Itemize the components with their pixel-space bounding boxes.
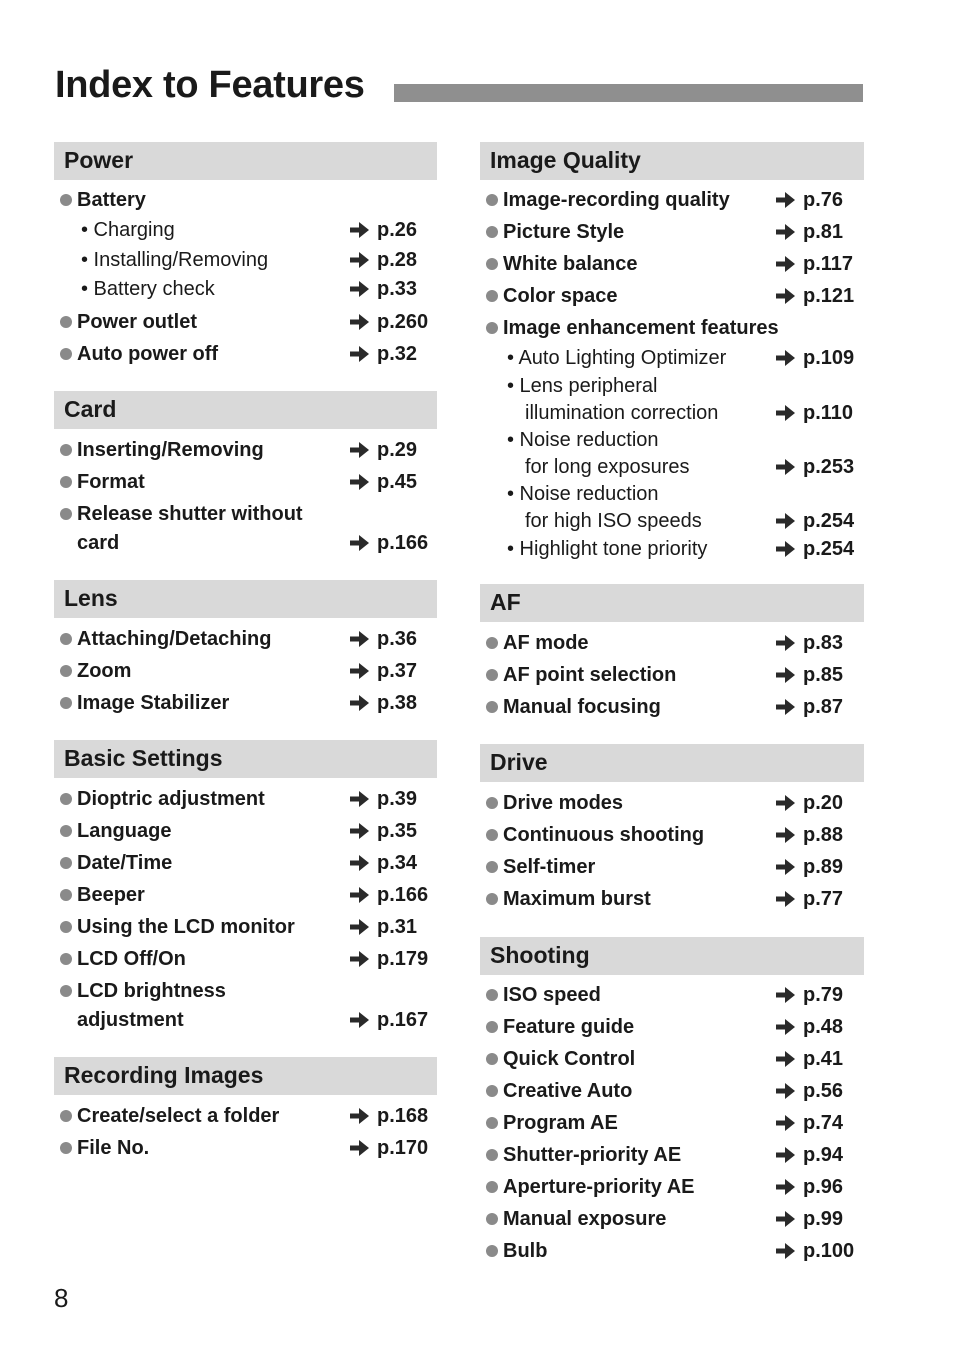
entry-page-ref[interactable]: p.31 [377, 916, 418, 938]
bullet-dot-icon [60, 194, 72, 206]
bullet-dot-icon [486, 1245, 498, 1257]
bullet-dot-icon [486, 861, 498, 873]
bullet-dot-icon [60, 665, 72, 677]
index-entry[interactable] [480, 344, 864, 372]
index-entry[interactable] [54, 1102, 437, 1130]
entry-label: • Auto Lighting Optimizer [507, 347, 727, 369]
entry-page-ref[interactable]: p.167 [377, 1009, 429, 1031]
bullet-dot-icon [60, 316, 72, 328]
bullet-dot-icon [486, 797, 498, 809]
bullet-dot-icon [486, 637, 498, 649]
entry-label: Feature guide [503, 1016, 635, 1038]
index-entry[interactable] [54, 817, 437, 845]
entry-label: Beeper [77, 884, 145, 906]
entry-label: Attaching/Detaching [77, 628, 272, 650]
bullet-dot-icon [60, 697, 72, 709]
right-arrow-icon [774, 218, 797, 246]
index-entry[interactable] [54, 246, 437, 274]
entry-label: for high ISO speeds [525, 510, 702, 532]
entry-page-ref[interactable]: p.74 [803, 1112, 844, 1134]
index-entry[interactable] [480, 453, 864, 481]
entry-page-ref[interactable]: p.168 [377, 1105, 429, 1127]
index-entry[interactable] [480, 789, 864, 817]
right-arrow-icon [348, 785, 371, 813]
bullet-dot-icon [486, 1021, 498, 1033]
entry-page-ref[interactable]: p.56 [803, 1080, 844, 1102]
right-arrow-icon [774, 1045, 797, 1073]
entry-label: Color space [503, 285, 618, 307]
entry-page-ref[interactable]: p.96 [803, 1176, 844, 1198]
entry-label: • Highlight tone priority [507, 538, 708, 560]
index-entry[interactable] [480, 218, 864, 246]
index-entry[interactable] [54, 625, 437, 653]
entry-page-ref[interactable]: p.29 [377, 439, 418, 461]
index-entry[interactable] [480, 661, 864, 689]
index-entry[interactable] [54, 340, 437, 368]
index-entry[interactable] [54, 689, 437, 717]
title-rule [394, 84, 863, 102]
index-entry[interactable] [480, 629, 864, 657]
entry-label: Picture Style [503, 221, 625, 243]
entry-label: Maximum burst [503, 888, 651, 910]
entry-label: card [77, 532, 120, 554]
entry-page-ref[interactable]: p.117 [803, 253, 854, 275]
bullet-dot-icon [486, 1053, 498, 1065]
section-header: Drive [480, 744, 864, 782]
entry-page-ref[interactable]: p.121 [803, 285, 855, 307]
entry-page-ref[interactable]: p.45 [377, 471, 418, 493]
entry-label: Self-timer [503, 856, 596, 878]
section-recording-images [54, 1057, 437, 1159]
index-entry[interactable] [480, 480, 864, 508]
bullet-dot-icon [60, 348, 72, 360]
entry-label: Quick Control [503, 1048, 636, 1070]
entry-label: LCD Off/On [77, 948, 186, 970]
index-entry[interactable] [54, 977, 437, 1005]
right-arrow-icon [774, 535, 797, 563]
entry-page-ref[interactable]: p.110 [803, 402, 854, 424]
index-entry[interactable] [54, 945, 437, 973]
index-entry[interactable] [480, 885, 864, 913]
bullet-dot-icon [486, 258, 498, 270]
entry-page-ref[interactable]: p.170 [377, 1137, 429, 1159]
entry-page-ref[interactable]: p.28 [377, 249, 418, 271]
entry-label: for long exposures [525, 456, 690, 478]
right-arrow-icon [774, 282, 797, 310]
entry-label: Zoom [77, 660, 132, 682]
bullet-dot-icon [60, 633, 72, 645]
index-entry[interactable] [480, 1013, 864, 1041]
bullet-dot-icon [60, 793, 72, 805]
entry-label: • Charging [81, 219, 175, 241]
section-card [54, 391, 437, 554]
section-header: Card [54, 391, 437, 429]
index-entry[interactable] [54, 216, 437, 244]
entry-page-ref[interactable]: p.39 [377, 788, 418, 810]
entry-page-ref[interactable]: p.37 [377, 660, 418, 682]
entry-label: Date/Time [77, 852, 173, 874]
bullet-dot-icon [60, 825, 72, 837]
entry-label: File No. [77, 1137, 150, 1159]
section-shooting [480, 937, 864, 1262]
right-arrow-icon [348, 657, 371, 685]
entry-page-ref[interactable]: p.94 [803, 1144, 844, 1166]
page-title: Index to Features [55, 64, 365, 106]
index-entry[interactable] [54, 913, 437, 941]
index-entry[interactable] [480, 426, 864, 454]
entry-label: Bulb [503, 1240, 548, 1262]
index-entry[interactable] [54, 785, 437, 813]
right-arrow-icon [348, 689, 371, 717]
index-entry[interactable] [480, 1045, 864, 1073]
bullet-dot-icon [60, 985, 72, 997]
entry-page-ref[interactable]: p.79 [803, 984, 844, 1006]
index-entry[interactable] [54, 529, 437, 557]
bullet-dot-icon [60, 508, 72, 520]
right-arrow-icon [348, 468, 371, 496]
index-entry[interactable] [480, 507, 864, 535]
index-entry[interactable] [480, 535, 864, 563]
right-arrow-icon [774, 250, 797, 278]
entry-label: Shutter-priority AE [503, 1144, 682, 1166]
index-entry[interactable] [480, 853, 864, 881]
index-entry[interactable] [54, 275, 437, 303]
index-entry[interactable] [54, 849, 437, 877]
bullet-dot-icon [486, 290, 498, 302]
right-arrow-icon [774, 821, 797, 849]
right-arrow-icon [774, 693, 797, 721]
index-entry[interactable] [54, 1006, 437, 1034]
entry-label: ISO speed [503, 984, 601, 1006]
entry-page-ref[interactable]: p.83 [803, 632, 844, 654]
entry-label: Image enhancement features [503, 317, 779, 339]
section-basic-settings [54, 740, 437, 1031]
bullet-dot-icon [486, 1117, 498, 1129]
bullet-dot-icon [60, 953, 72, 965]
entry-label: Power outlet [77, 311, 198, 333]
index-entry[interactable] [54, 657, 437, 685]
entry-label: Create/select a folder [77, 1105, 280, 1127]
entry-label: AF mode [503, 632, 589, 654]
entry-label: • Noise reduction [507, 483, 659, 505]
entry-label: Image-recording quality [503, 189, 730, 211]
right-arrow-icon [348, 529, 371, 557]
right-arrow-icon [348, 308, 371, 336]
bullet-dot-icon [60, 1142, 72, 1154]
entry-page-ref[interactable]: p.35 [377, 820, 418, 842]
entry-label: Continuous shooting [503, 824, 705, 846]
right-arrow-icon [774, 853, 797, 881]
right-arrow-icon [774, 1173, 797, 1201]
right-arrow-icon [348, 216, 371, 244]
entry-label: Dioptric adjustment [77, 788, 265, 810]
right-arrow-icon [348, 246, 371, 274]
entry-label: Manual exposure [503, 1208, 667, 1230]
entry-page-ref[interactable]: p.89 [803, 856, 844, 878]
bullet-dot-icon [486, 829, 498, 841]
section-header: Lens [54, 580, 437, 618]
section-power [54, 142, 437, 365]
right-arrow-icon [774, 1013, 797, 1041]
entry-label: Image Stabilizer [77, 692, 230, 714]
section-header: Basic Settings [54, 740, 437, 778]
bullet-dot-icon [486, 893, 498, 905]
right-arrow-icon [774, 344, 797, 372]
section-header: Image Quality [480, 142, 864, 180]
entry-page-ref[interactable]: p.99 [803, 1208, 844, 1230]
right-arrow-icon [348, 849, 371, 877]
entry-page-ref[interactable]: p.254 [803, 538, 855, 560]
section-header: AF [480, 584, 864, 622]
index-entry[interactable] [480, 1141, 864, 1169]
bullet-dot-icon [486, 989, 498, 1001]
right-arrow-icon [774, 1205, 797, 1233]
entry-label: • Noise reduction [507, 429, 659, 451]
right-arrow-icon [348, 817, 371, 845]
bullet-dot-icon [60, 1110, 72, 1122]
bullet-dot-icon [486, 1085, 498, 1097]
bullet-dot-icon [60, 444, 72, 456]
index-entry[interactable] [480, 314, 864, 342]
right-arrow-icon [348, 436, 371, 464]
bullet-dot-icon [486, 226, 498, 238]
entry-page-ref[interactable]: p.77 [803, 888, 844, 910]
section-header: Shooting [480, 937, 864, 975]
entry-page-ref[interactable]: p.26 [377, 219, 418, 241]
right-arrow-icon [348, 1102, 371, 1130]
entry-label: Inserting/Removing [77, 439, 264, 461]
entry-label: Program AE [503, 1112, 618, 1134]
index-entry[interactable] [480, 693, 864, 721]
index-entry[interactable] [54, 186, 437, 214]
right-arrow-icon [774, 186, 797, 214]
index-entry[interactable] [480, 1173, 864, 1201]
entry-page-ref[interactable]: p.20 [803, 792, 844, 814]
index-entry[interactable] [480, 981, 864, 1009]
section-lens [54, 580, 437, 714]
entry-label: Drive modes [503, 792, 624, 814]
section-af [480, 584, 864, 718]
entry-label: • Lens peripheral [507, 375, 658, 397]
entry-page-ref[interactable]: p.254 [803, 510, 855, 532]
right-arrow-icon [348, 275, 371, 303]
bullet-dot-icon [486, 669, 498, 681]
section-header: Power [54, 142, 437, 180]
entry-page-ref[interactable]: p.81 [803, 221, 844, 243]
right-arrow-icon [774, 629, 797, 657]
bullet-dot-icon [486, 1149, 498, 1161]
right-arrow-icon [348, 340, 371, 368]
entry-label: AF point selection [503, 664, 677, 686]
bullet-dot-icon [60, 889, 72, 901]
right-arrow-icon [774, 1237, 797, 1265]
bullet-dot-icon [60, 921, 72, 933]
entry-page-ref[interactable]: p.76 [803, 189, 844, 211]
index-entry[interactable] [480, 821, 864, 849]
entry-page-ref[interactable]: p.166 [377, 532, 429, 554]
index-entry[interactable] [54, 881, 437, 909]
bullet-dot-icon [60, 476, 72, 488]
entry-page-ref[interactable]: p.253 [803, 456, 855, 478]
entry-label: Battery [77, 189, 146, 211]
entry-label: White balance [503, 253, 638, 275]
entry-label: LCD brightness [77, 980, 226, 1002]
bullet-dot-icon [486, 194, 498, 206]
right-arrow-icon [774, 661, 797, 689]
entry-page-ref[interactable]: p.87 [803, 696, 844, 718]
bullet-dot-icon [486, 1181, 498, 1193]
entry-page-ref[interactable]: p.88 [803, 824, 844, 846]
index-entry[interactable] [480, 282, 864, 310]
index-entry[interactable] [480, 372, 864, 400]
index-entry[interactable] [480, 250, 864, 278]
index-entry[interactable] [54, 468, 437, 496]
right-arrow-icon [774, 399, 797, 427]
section-image-quality [480, 142, 864, 560]
right-arrow-icon [348, 1134, 371, 1162]
entry-page-ref[interactable]: p.260 [377, 311, 429, 333]
right-arrow-icon [348, 945, 371, 973]
index-entry[interactable] [54, 436, 437, 464]
entry-label: • Installing/Removing [81, 249, 269, 271]
index-entry[interactable] [54, 500, 437, 528]
entry-page-ref[interactable]: p.48 [803, 1016, 844, 1038]
entry-label: Language [77, 820, 172, 842]
entry-label: • Battery check [81, 278, 215, 300]
page-number: 8 [54, 1283, 69, 1313]
section-drive [480, 744, 864, 910]
entry-page-ref[interactable]: p.34 [377, 852, 418, 874]
bullet-dot-icon [486, 322, 498, 334]
bullet-dot-icon [486, 701, 498, 713]
entry-label: Release shutter without [77, 503, 303, 525]
right-arrow-icon [774, 981, 797, 1009]
right-arrow-icon [774, 507, 797, 535]
right-arrow-icon [774, 885, 797, 913]
entry-page-ref[interactable]: p.41 [803, 1048, 844, 1070]
right-arrow-icon [774, 1077, 797, 1105]
index-entry[interactable] [54, 308, 437, 336]
entry-page-ref[interactable]: p.38 [377, 692, 418, 714]
entry-page-ref[interactable]: p.166 [377, 884, 429, 906]
bullet-dot-icon [486, 1213, 498, 1225]
entry-label: Creative Auto [503, 1080, 633, 1102]
right-arrow-icon [348, 913, 371, 941]
right-arrow-icon [348, 625, 371, 653]
bullet-dot-icon [60, 857, 72, 869]
entry-label: illumination correction [525, 402, 719, 424]
right-arrow-icon [348, 881, 371, 909]
index-entry[interactable] [480, 186, 864, 214]
section-header: Recording Images [54, 1057, 437, 1095]
entry-label: Format [77, 471, 145, 493]
entry-page-ref[interactable]: p.36 [377, 628, 418, 650]
right-arrow-icon [774, 1109, 797, 1137]
index-entry[interactable] [480, 1237, 864, 1265]
entry-label: Manual focusing [503, 696, 661, 718]
entry-page-ref[interactable]: p.85 [803, 664, 844, 686]
index-entry[interactable] [480, 1077, 864, 1105]
entry-label: adjustment [77, 1009, 184, 1031]
right-arrow-icon [774, 453, 797, 481]
index-entry[interactable] [480, 1109, 864, 1137]
right-arrow-icon [774, 1141, 797, 1169]
right-arrow-icon [774, 789, 797, 817]
entry-page-ref[interactable]: p.179 [377, 948, 429, 970]
index-entry[interactable] [480, 399, 864, 427]
entry-page-ref[interactable]: p.109 [803, 347, 855, 369]
right-arrow-icon [348, 1006, 371, 1034]
entry-page-ref[interactable]: p.33 [377, 278, 418, 300]
entry-label: Auto power off [77, 343, 219, 365]
entry-page-ref[interactable]: p.32 [377, 343, 418, 365]
entry-label: Aperture-priority AE [503, 1176, 695, 1198]
entry-page-ref[interactable]: p.100 [803, 1240, 855, 1262]
index-entry[interactable] [480, 1205, 864, 1233]
index-entry[interactable] [54, 1134, 437, 1162]
entry-label: Using the LCD monitor [77, 916, 295, 938]
